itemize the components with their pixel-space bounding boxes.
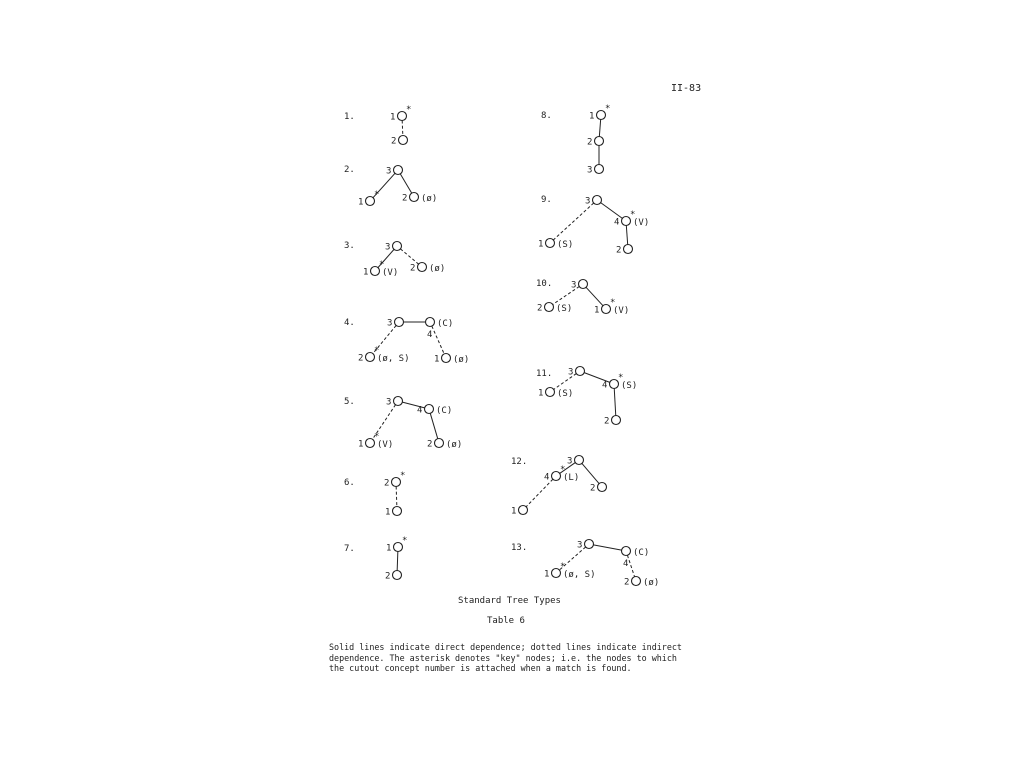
tree-number: 10. xyxy=(536,279,553,289)
node-label: 3 xyxy=(387,318,393,329)
node-label: 1 xyxy=(589,111,595,122)
node-tag: (V) xyxy=(613,306,630,316)
node-label: 2 xyxy=(537,303,543,314)
node-label: 4 xyxy=(602,380,608,391)
tree-node xyxy=(425,405,434,414)
tree-node xyxy=(394,166,403,175)
tree-node xyxy=(585,540,594,549)
node-label: 1 xyxy=(390,112,396,123)
tree-node xyxy=(546,239,555,248)
tree-number: 3. xyxy=(344,241,355,251)
node-label: 2 xyxy=(590,483,596,494)
tree-number: 8. xyxy=(541,111,552,121)
tree-node xyxy=(426,318,435,327)
key-asterisk: * xyxy=(560,465,566,475)
tree-number: 1. xyxy=(344,112,355,122)
page-number: II-83 xyxy=(671,83,702,94)
node-tag: (ø) xyxy=(453,355,470,365)
tree-node xyxy=(575,456,584,465)
dotted-edge xyxy=(402,120,403,135)
key-asterisk: * xyxy=(560,562,566,572)
solid-edge xyxy=(586,287,603,305)
solid-edge xyxy=(582,463,599,483)
node-tag: (ø, S) xyxy=(563,570,596,580)
node-label: 1 xyxy=(363,267,369,278)
tree-number: 4. xyxy=(344,318,355,328)
node-label: 2 xyxy=(385,571,391,582)
tree-node xyxy=(435,439,444,448)
node-tag: (V) xyxy=(633,218,650,228)
node-label: 3 xyxy=(585,196,591,207)
node-label: 1 xyxy=(358,197,364,208)
tree-node xyxy=(545,303,554,312)
node-label: 1 xyxy=(511,506,517,517)
caption-title: Standard Tree Types xyxy=(458,596,561,606)
node-tag: (V) xyxy=(377,440,394,450)
node-label: 1 xyxy=(594,305,600,316)
tree-node xyxy=(598,483,607,492)
caption-note: Solid lines indicate direct dependence; dotted lines indicate indirect dependence. The asterisk denotes "key" nodes; i.e. the nodes to which the cutout concept number is attached when a match is found. xyxy=(329,642,682,673)
tree-number: 7. xyxy=(344,544,355,554)
node-tag: (S) xyxy=(557,389,574,399)
node-tag: (ø) xyxy=(421,194,438,204)
dotted-edge xyxy=(400,249,418,264)
node-label: 3 xyxy=(587,165,593,176)
node-tag: (S) xyxy=(621,381,638,391)
key-asterisk: * xyxy=(610,298,616,308)
key-asterisk: * xyxy=(374,346,380,356)
node-tag: (ø, S) xyxy=(377,354,410,364)
node-label: 1 xyxy=(434,354,440,365)
node-tag: (S) xyxy=(556,304,573,314)
solid-edge xyxy=(626,225,627,244)
node-label: 1 xyxy=(544,569,550,580)
tree-node xyxy=(546,388,555,397)
node-label: 2 xyxy=(427,439,433,450)
key-asterisk: * xyxy=(374,190,380,200)
node-tag: (ø) xyxy=(429,264,446,274)
node-label: 2 xyxy=(624,577,630,588)
tree-node xyxy=(632,577,641,586)
key-asterisk: * xyxy=(605,104,611,114)
node-tag: (L) xyxy=(563,473,580,483)
tree-node xyxy=(395,318,404,327)
key-asterisk: * xyxy=(618,373,624,383)
tree-node xyxy=(622,547,631,556)
solid-edge xyxy=(397,551,398,570)
node-tag: (C) xyxy=(436,406,453,416)
node-label: 1 xyxy=(358,439,364,450)
dotted-edge xyxy=(627,555,634,576)
node-label: 2 xyxy=(410,263,416,274)
tree-node xyxy=(519,506,528,515)
dotted-edge xyxy=(526,479,553,507)
node-label: 1 xyxy=(538,388,544,399)
node-tag: (C) xyxy=(633,548,650,558)
node-label: 3 xyxy=(571,280,577,291)
tree-node xyxy=(624,245,633,254)
key-asterisk: * xyxy=(402,536,408,546)
node-label: 3 xyxy=(386,397,392,408)
solid-edge xyxy=(430,413,437,438)
tree-number: 12. xyxy=(511,457,528,467)
node-tag: (V) xyxy=(382,268,399,278)
node-tag: (C) xyxy=(437,319,454,329)
tree-node xyxy=(579,280,588,289)
key-asterisk: * xyxy=(379,260,385,270)
node-label: 1 xyxy=(386,543,392,554)
tree-node xyxy=(595,137,604,146)
solid-edge xyxy=(599,119,600,136)
key-asterisk: * xyxy=(374,432,380,442)
node-tag: (ø) xyxy=(446,440,463,450)
node-label: 4 xyxy=(544,472,550,483)
dotted-edge xyxy=(432,326,444,354)
solid-edge xyxy=(400,174,411,193)
tree-node xyxy=(394,397,403,406)
node-label: 1 xyxy=(385,507,391,518)
node-label: 3 xyxy=(577,540,583,551)
node-label: 3 xyxy=(385,242,391,253)
node-label: 4 xyxy=(427,330,433,340)
tree-node xyxy=(393,242,402,251)
node-label: 4 xyxy=(623,559,629,569)
key-asterisk: * xyxy=(630,210,636,220)
solid-edge xyxy=(601,203,623,219)
node-label: 2 xyxy=(402,193,408,204)
node-label: 3 xyxy=(568,367,574,378)
solid-edge xyxy=(593,545,621,550)
tree-number: 11. xyxy=(536,369,553,379)
tree-node xyxy=(418,263,427,272)
node-label: 1 xyxy=(538,239,544,250)
tree-node xyxy=(393,571,402,580)
tree-number: 6. xyxy=(344,478,355,488)
node-label: 4 xyxy=(417,405,423,416)
tree-number: 2. xyxy=(344,165,355,175)
node-label: 3 xyxy=(386,166,392,177)
node-label: 3 xyxy=(567,456,573,467)
node-label: 2 xyxy=(587,137,593,148)
tree-node xyxy=(393,507,402,516)
key-asterisk: * xyxy=(406,105,412,115)
tree-node xyxy=(442,354,451,363)
node-label: 2 xyxy=(604,416,610,427)
caption-table: Table 6 xyxy=(487,616,525,626)
node-label: 2 xyxy=(384,478,390,489)
tree-node xyxy=(410,193,419,202)
tree-number: 13. xyxy=(511,543,528,553)
key-asterisk: * xyxy=(400,471,406,481)
tree-node xyxy=(595,165,604,174)
tree-node xyxy=(399,136,408,145)
tree-node xyxy=(576,367,585,376)
tree-node xyxy=(593,196,602,205)
node-label: 2 xyxy=(391,136,397,147)
tree-number: 9. xyxy=(541,195,552,205)
node-label: 2 xyxy=(616,245,622,256)
tree-node xyxy=(612,416,621,425)
tree-number: 5. xyxy=(344,397,355,407)
node-label: 4 xyxy=(614,217,620,228)
solid-edge xyxy=(614,388,616,415)
dotted-edge xyxy=(396,486,397,506)
node-label: 2 xyxy=(358,353,364,364)
node-tag: (S) xyxy=(557,240,574,250)
dotted-edge xyxy=(553,203,593,240)
node-tag: (ø) xyxy=(643,578,660,588)
